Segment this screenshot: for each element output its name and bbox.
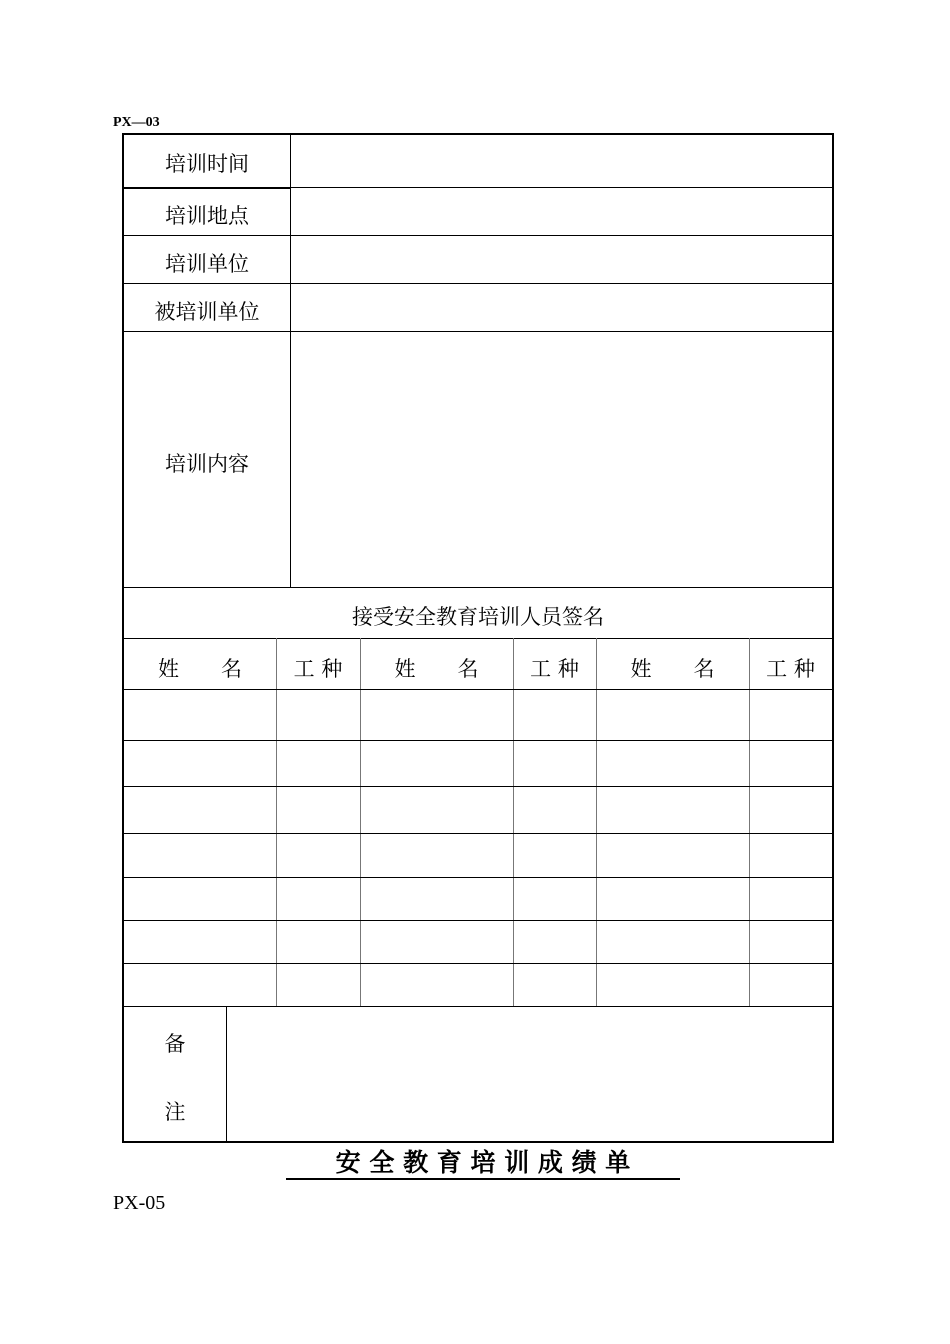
grid-col-divider (360, 638, 361, 1006)
label-training-unit: 培训单位 (165, 252, 249, 276)
grid-row-divider (124, 963, 832, 964)
grid-col-divider (749, 638, 750, 1006)
grid-row-divider (124, 1006, 832, 1007)
label-divider (290, 135, 291, 588)
header-name-1: 姓 名 (158, 657, 242, 681)
label-training-place: 培训地点 (165, 204, 249, 228)
remarks-label-2: 注 (164, 1100, 186, 1124)
grid-row-divider (124, 833, 832, 834)
grid-row-divider (124, 740, 832, 741)
row-divider (124, 187, 290, 189)
grid-row-divider (124, 689, 832, 690)
label-training-content: 培训内容 (165, 452, 249, 476)
header-trade-2: 工 种 (530, 657, 579, 681)
row-divider (124, 638, 832, 639)
signature-section-title: 接受安全教育培训人员签名 (352, 605, 604, 629)
row-divider (124, 331, 832, 332)
form-code-bottom: PX-05 (113, 1192, 166, 1214)
header-name-3: 姓 名 (630, 657, 715, 681)
grid-col-divider (513, 638, 514, 1006)
row-divider (124, 587, 832, 588)
header-trade-1: 工 种 (293, 657, 343, 681)
header-name-2: 姓 名 (394, 657, 479, 681)
row-divider (124, 283, 832, 284)
grid-row-divider (124, 877, 832, 878)
remarks-label-1: 备 (164, 1032, 186, 1056)
footer-title: 安 全 教 育 培 训 成 绩 单 (286, 1148, 680, 1180)
grid-col-divider (276, 638, 277, 1006)
label-training-time: 培训时间 (165, 152, 249, 176)
row-divider (290, 187, 832, 188)
grid-row-divider (124, 786, 832, 787)
grid-row-divider (124, 920, 832, 921)
label-trainee-unit: 被培训单位 (154, 300, 260, 324)
training-record-form (122, 133, 834, 1143)
grid-col-divider (596, 638, 597, 1006)
form-code-top: PX—03 (113, 115, 160, 130)
remarks-divider (226, 1006, 227, 1141)
row-divider (124, 235, 832, 236)
header-trade-3: 工 种 (766, 657, 815, 681)
